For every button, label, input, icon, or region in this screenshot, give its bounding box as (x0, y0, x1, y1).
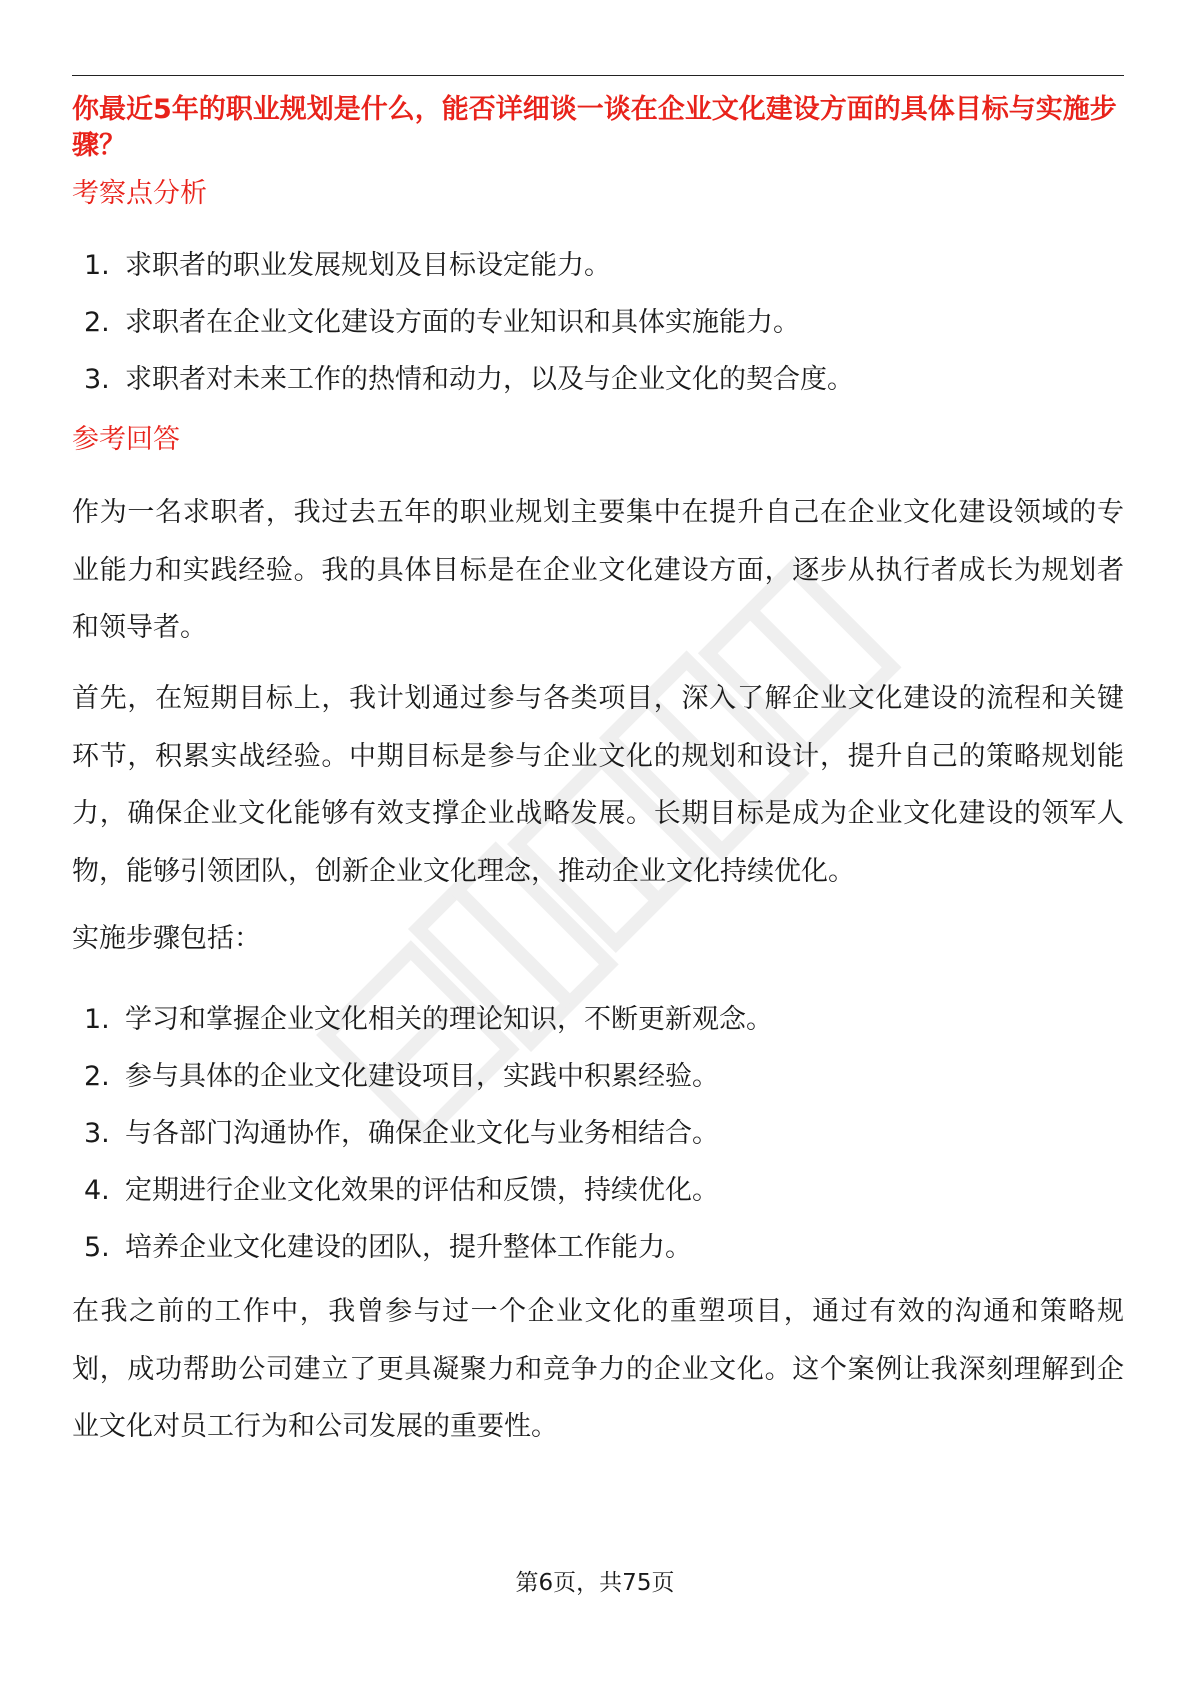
list-item (0, 1002, 1190, 1059)
answer-paragraph-2: 首先，在短期目标上，我计划通过参与各类项目，深入了解企业文化建设的流程和关键环节，积累实战经验。中期目标是参与企业文化的规划和设计，提升自己的策略规划能力，确保企业文化能够有效支撑企业战略发展。长期目标是成为企业文化建设的领军人物，能够引领团队，创新企业文化理念，推动企业文化持续优化。 (72, 683, 1124, 887)
answer-title: 参考回答 (72, 424, 180, 455)
list-number: 5. (84, 1232, 110, 1263)
list-number: 3. (84, 1118, 110, 1149)
list-text: 培养企业文化建设的团队，提升整体工作能力。 (125, 1232, 692, 1263)
list-item (0, 1173, 1190, 1230)
list-text: 求职者的职业发展规划及目标设定能力。 (125, 250, 611, 281)
list-text: 与各部门沟通协作，确保企业文化与业务相结合。 (125, 1118, 719, 1149)
list-item (0, 248, 1190, 305)
list-number: 3. (84, 364, 110, 395)
list-number: 1. (84, 250, 110, 281)
answer-paragraph-1: 作为一名求职者，我过去五年的职业规划主要集中在提升自己在企业文化建设领域的专业能力和实践经验。我的具体目标是在企业文化建设方面，逐步从执行者成长为规划者和领导者。 (72, 497, 1124, 643)
list-item (0, 305, 1190, 362)
list-item (0, 1230, 1190, 1287)
list-text: 参与具体的企业文化建设项目，实践中积累经验。 (125, 1061, 719, 1092)
page-number-footer: 第6页，共75页 (515, 1570, 675, 1596)
steps-list (0, 1002, 1190, 1287)
steps-intro: 实施步骤包括： (72, 923, 261, 954)
list-text: 学习和掌握企业文化相关的理论知识，不断更新观念。 (125, 1004, 773, 1035)
list-text: 求职者对未来工作的热情和动力，以及与企业文化的契合度。 (125, 364, 854, 395)
analysis-title: 考察点分析 (72, 178, 207, 209)
list-item (0, 1059, 1190, 1116)
list-number: 4. (84, 1175, 110, 1206)
list-number: 2. (84, 1061, 110, 1092)
list-text: 定期进行企业文化效果的评估和反馈，持续优化。 (125, 1175, 719, 1206)
question-heading: 你最近5年的职业规划是什么，能否详细谈一谈在企业文化建设方面的具体目标与实施步骤？ (72, 94, 1117, 161)
list-number: 1. (84, 1004, 110, 1035)
answer-paragraph-3: 在我之前的工作中，我曾参与过一个企业文化的重塑项目，通过有效的沟通和策略规划，成功帮助公司建立了更具凝聚力和竞争力的企业文化。这个案例让我深刻理解到企业文化对员工行为和公司发展的重要性。 (72, 1296, 1124, 1442)
list-text: 求职者在企业文化建设方面的专业知识和具体实施能力。 (125, 307, 800, 338)
list-item (0, 1116, 1190, 1173)
analysis-list (0, 248, 1190, 419)
list-number: 2. (84, 307, 110, 338)
top-divider (72, 75, 1124, 76)
list-item (0, 362, 1190, 419)
